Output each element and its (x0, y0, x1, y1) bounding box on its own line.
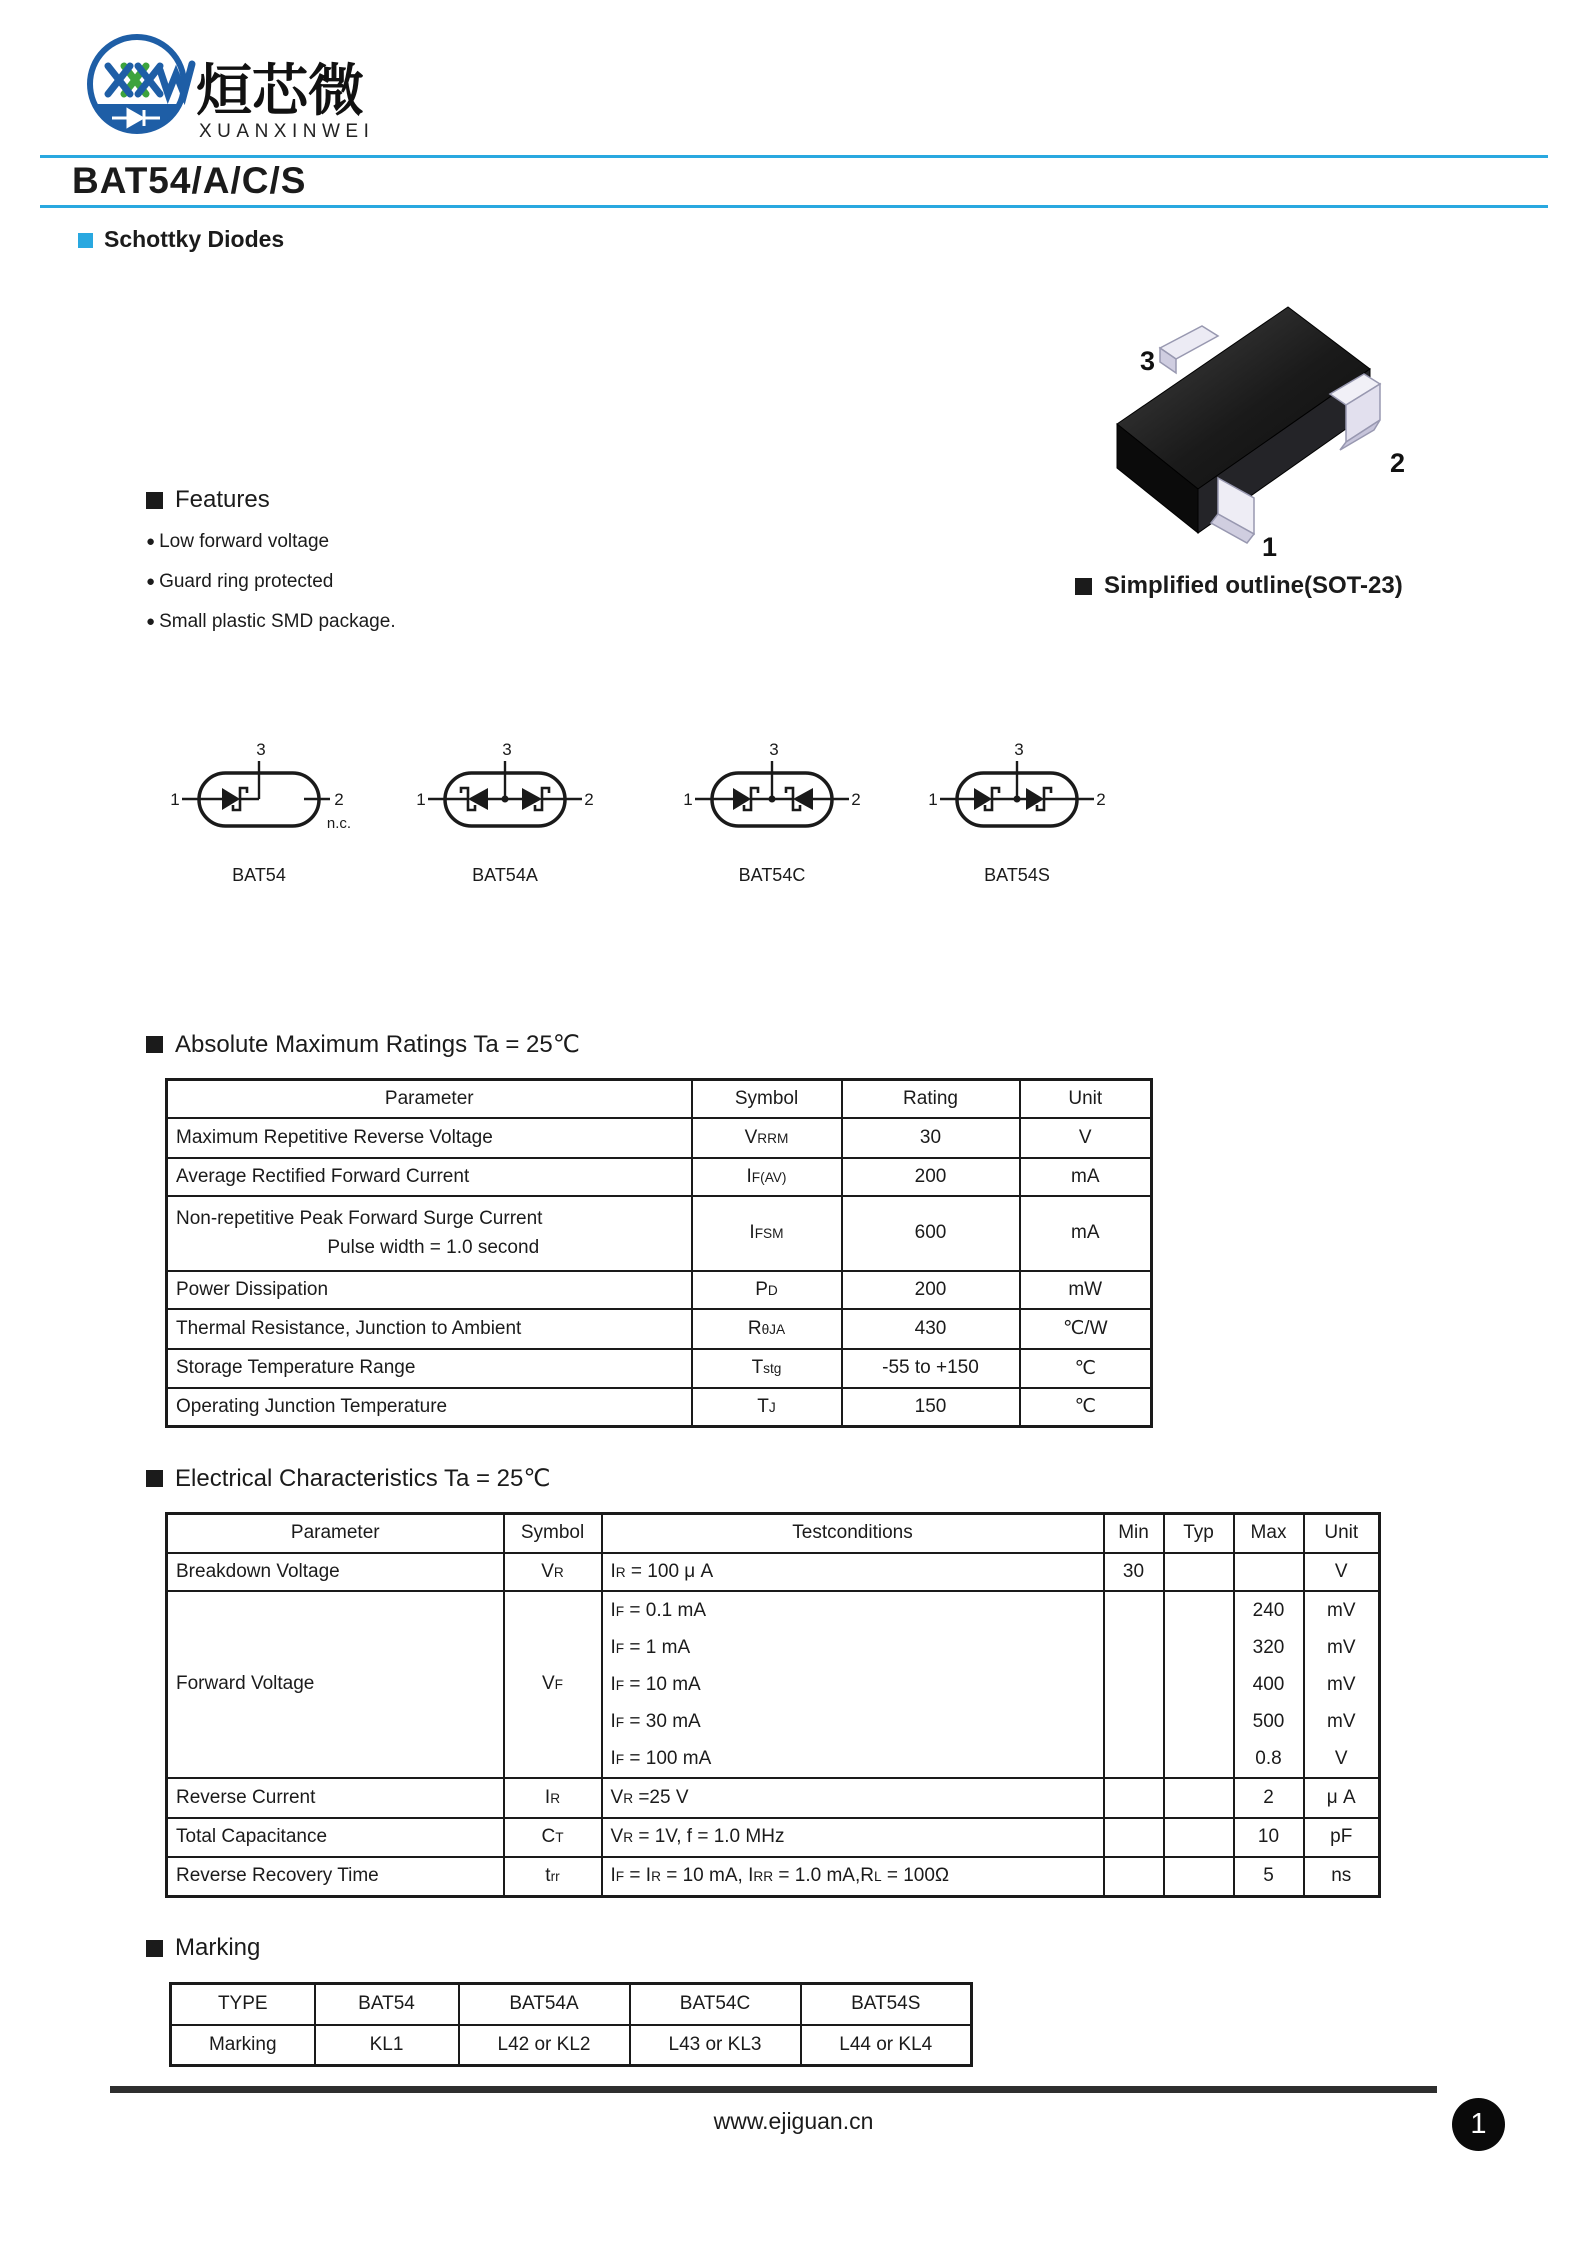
col-testconditions: Testconditions (602, 1514, 1104, 1553)
cell-symbol: IF(AV) (692, 1158, 842, 1196)
diagram-bat54s (922, 735, 1112, 895)
page-title: BAT54/A/C/S (72, 160, 307, 201)
cell-unit: ℃ (1020, 1388, 1152, 1427)
cell-parameter: Operating Junction Temperature (167, 1388, 692, 1427)
outline-caption (1075, 572, 1403, 600)
col-parameter: Parameter (167, 1080, 692, 1118)
cell-unit: mA (1020, 1158, 1152, 1196)
cell-type: TYPE (171, 1984, 315, 2025)
cell-parameter: Maximum Repetitive Reverse Voltage (167, 1118, 692, 1158)
pin1-label: 1 (928, 790, 938, 809)
cell-typ (1164, 1591, 1234, 1778)
cell-type: BAT54A (459, 1984, 630, 2025)
cell-symbol: Tstg (692, 1349, 842, 1388)
cell-rating: -55 to +150 (842, 1349, 1020, 1388)
junction-dot (502, 796, 509, 803)
junction-dot (769, 796, 776, 803)
diagram-bat54 (164, 735, 354, 895)
cell-max: 5 (1234, 1857, 1304, 1897)
cell-testconditions: VR = 1V, f = 1.0 MHz (602, 1818, 1104, 1857)
cell-rating: 200 (842, 1271, 1020, 1309)
cell-min (1104, 1591, 1164, 1778)
cell-symbol: IFSM (692, 1196, 842, 1271)
abs-max-heading (146, 1030, 580, 1059)
diagram-name-label: BAT54 (232, 865, 286, 885)
cell-unit: V (1304, 1553, 1380, 1591)
abs-max-heading-label: Absolute Maximum Ratings Ta = 25℃ (175, 1031, 580, 1058)
outline-caption-label: Simplified outline(SOT-23) (1104, 572, 1403, 599)
cell-symbol: VR (504, 1553, 602, 1591)
cell-type: BAT54S (801, 1984, 972, 2025)
cell-min (1104, 1818, 1164, 1857)
diagram-name-label: BAT54A (472, 865, 538, 885)
cell-parameter (167, 1196, 692, 1271)
cell-typ (1164, 1778, 1234, 1818)
col-unit: Unit (1020, 1080, 1152, 1118)
table-row (167, 1857, 1380, 1897)
pin1-label: 1 (416, 790, 426, 809)
cell-marking: L43 or KL3 (630, 2025, 801, 2066)
feature-item-label: Small plastic SMD package. (159, 611, 396, 632)
diode-anode-icon (522, 788, 542, 810)
cell-max: 2 (1234, 1778, 1304, 1818)
table-row-forward-voltage (167, 1591, 1380, 1778)
black-square-bullet-icon (146, 492, 163, 509)
cell-symbol: PD (692, 1271, 842, 1309)
diagram-name-label: BAT54C (738, 865, 806, 885)
cell-rating: 150 (842, 1388, 1020, 1427)
package-pin1-label: 1 (1262, 532, 1278, 562)
black-square-bullet-icon (146, 1036, 163, 1053)
cell-rating: 200 (842, 1158, 1020, 1196)
table-header-row (167, 1080, 1152, 1118)
table-header-row (167, 1514, 1380, 1553)
diagram-name-label: BAT54S (984, 865, 1050, 885)
features-heading-label: Features (175, 486, 270, 513)
features-heading (146, 486, 566, 514)
cell-parameter: Reverse Current (167, 1778, 504, 1818)
cell-type: BAT54C (630, 1984, 801, 2025)
feature-item-label: Low forward voltage (159, 531, 330, 552)
diode-anode-icon (1026, 788, 1044, 810)
product-heading (78, 226, 284, 253)
pin2-label: 2 (584, 790, 594, 809)
marking-heading (146, 1934, 260, 1962)
cell-unit: ℃/W (1020, 1309, 1152, 1349)
black-square-bullet-icon (146, 1470, 163, 1487)
cell-testconditions: IF = IR = 10 mA, IRR = 1.0 mA,RL = 100Ω (602, 1857, 1104, 1897)
feature-item (146, 529, 566, 554)
diode-anode-icon (222, 788, 240, 810)
diagram-bat54c (677, 735, 867, 895)
col-symbol: Symbol (692, 1080, 842, 1118)
diode-anode-icon (793, 788, 813, 810)
table-row (167, 1271, 1152, 1309)
cell-type: BAT54 (315, 1984, 459, 2025)
col-max: Max (1234, 1514, 1304, 1553)
company-logo (84, 28, 394, 146)
cell-symbol: IR (504, 1778, 602, 1818)
table-row (167, 1778, 1380, 1818)
col-parameter: Parameter (167, 1514, 504, 1553)
cell-max: 240 320 400 500 0.8 (1234, 1591, 1304, 1778)
logo-latin-name: XUANXINWEI (199, 121, 375, 142)
abs-max-table (165, 1078, 1153, 1428)
page-number: 1 (1470, 2108, 1487, 2140)
table-row (167, 1388, 1152, 1427)
diode-anode-icon (733, 788, 751, 810)
cell-marking: KL1 (315, 2025, 459, 2066)
cell-unit: mV mV mV mV V (1304, 1591, 1380, 1778)
feature-item (146, 569, 566, 594)
cell-parameter: Breakdown Voltage (167, 1553, 504, 1591)
cell-typ (1164, 1553, 1234, 1591)
product-heading-label: Schottky Diodes (104, 226, 285, 252)
table-row (167, 1309, 1152, 1349)
cell-typ (1164, 1818, 1234, 1857)
table-row (167, 1349, 1152, 1388)
diode-anode-icon (974, 788, 992, 810)
cell-unit: mW (1020, 1271, 1152, 1309)
cell-symbol: VRRM (692, 1118, 842, 1158)
table-row (167, 1196, 1152, 1271)
pin2-label: 2 (334, 790, 344, 809)
col-typ: Typ (1164, 1514, 1234, 1553)
table-row (167, 1158, 1152, 1196)
cell-marking: L42 or KL2 (459, 2025, 630, 2066)
cell-symbol: trr (504, 1857, 602, 1897)
cell-parameter-line2: Pulse width = 1.0 second (327, 1237, 540, 1258)
black-square-bullet-icon (1075, 578, 1092, 595)
cell-parameter: Average Rectified Forward Current (167, 1158, 692, 1196)
cell-max (1234, 1553, 1304, 1591)
diagram-bat54a (410, 735, 600, 895)
cell-parameter: Power Dissipation (167, 1271, 692, 1309)
cell-symbol: TJ (692, 1388, 842, 1427)
table-header-row (171, 1984, 972, 2025)
marking-heading-label: Marking (175, 1934, 261, 1961)
cell-symbol: VF (504, 1591, 602, 1778)
cell-rating: 30 (842, 1118, 1020, 1158)
footer-url: www.ejiguan.cn (713, 2108, 874, 2134)
sot23-package-image (1090, 290, 1420, 565)
cell-unit: mA (1020, 1196, 1152, 1271)
cyan-square-bullet-icon (78, 233, 93, 248)
table-row (171, 2025, 972, 2066)
cell-parameter: Thermal Resistance, Junction to Ambient (167, 1309, 692, 1349)
cell-marking: L44 or KL4 (801, 2025, 972, 2066)
pin2-label: 2 (1096, 790, 1106, 809)
bullet-dot-icon: ● (146, 533, 156, 550)
col-min: Min (1104, 1514, 1164, 1553)
table-row (167, 1118, 1152, 1158)
col-rating: Rating (842, 1080, 1020, 1118)
cell-parameter: Reverse Recovery Time (167, 1857, 504, 1897)
cell-unit: ns (1304, 1857, 1380, 1897)
cell-unit: pF (1304, 1818, 1380, 1857)
logo-cjk-name: 烜芯微 (196, 59, 364, 122)
features-section (146, 486, 566, 634)
cell-parameter: Storage Temperature Range (167, 1349, 692, 1388)
table-row (167, 1818, 1380, 1857)
pin2-label: 2 (851, 790, 861, 809)
nc-label: n.c. (326, 815, 352, 832)
cell-testconditions: VR =25 V (602, 1778, 1104, 1818)
header-rule-top (40, 155, 1548, 158)
feature-item-label: Guard ring protected (159, 571, 334, 592)
cell-min (1104, 1778, 1164, 1818)
elec-char-heading-label: Electrical Characteristics Ta = 25℃ (175, 1465, 551, 1492)
cell-unit: ℃ (1020, 1349, 1152, 1388)
cell-marking: Marking (171, 2025, 315, 2066)
pin3-label: 3 (1014, 740, 1024, 759)
package-pin3-label: 3 (1140, 346, 1156, 376)
cell-symbol: CT (504, 1818, 602, 1857)
cell-rating: 600 (842, 1196, 1020, 1271)
header-rule-bottom (40, 205, 1548, 208)
bullet-dot-icon: ● (146, 573, 156, 590)
pin1-label: 1 (683, 790, 693, 809)
footer-divider (110, 2086, 1437, 2093)
pin3-label: 3 (256, 740, 266, 759)
cell-min (1104, 1857, 1164, 1897)
junction-dot (1014, 796, 1021, 803)
elec-char-heading (146, 1464, 550, 1493)
cell-unit: μ A (1304, 1778, 1380, 1818)
cell-min: 30 (1104, 1553, 1164, 1591)
cell-unit: V (1020, 1118, 1152, 1158)
col-unit: Unit (1304, 1514, 1380, 1553)
table-row (167, 1553, 1380, 1591)
cell-testconditions: IR = 100 μ A (602, 1553, 1104, 1591)
elec-char-table (165, 1512, 1381, 1898)
diode-anode-icon (468, 788, 488, 810)
cell-max: 10 (1234, 1818, 1304, 1857)
cell-testconditions: IF = 0.1 mA IF = 1 mA IF = 10 mA IF = 30 mA IF = 100 mA (602, 1591, 1104, 1778)
cell-parameter: Forward Voltage (167, 1591, 504, 1778)
cell-parameter: Total Capacitance (167, 1818, 504, 1857)
col-symbol: Symbol (504, 1514, 602, 1553)
bullet-dot-icon: ● (146, 613, 156, 630)
package-pin2-label: 2 (1390, 448, 1406, 478)
cell-rating: 430 (842, 1309, 1020, 1349)
cell-parameter-line1: Non-repetitive Peak Forward Surge Current (176, 1207, 543, 1229)
cell-typ (1164, 1857, 1234, 1897)
page-number-badge (1452, 2098, 1505, 2151)
black-square-bullet-icon (146, 1940, 163, 1957)
feature-item (146, 609, 566, 634)
marking-table (169, 1982, 973, 2067)
pin3-label: 3 (502, 740, 512, 759)
cell-symbol: RθJA (692, 1309, 842, 1349)
pin3-label: 3 (769, 740, 779, 759)
pin1-label: 1 (170, 790, 180, 809)
